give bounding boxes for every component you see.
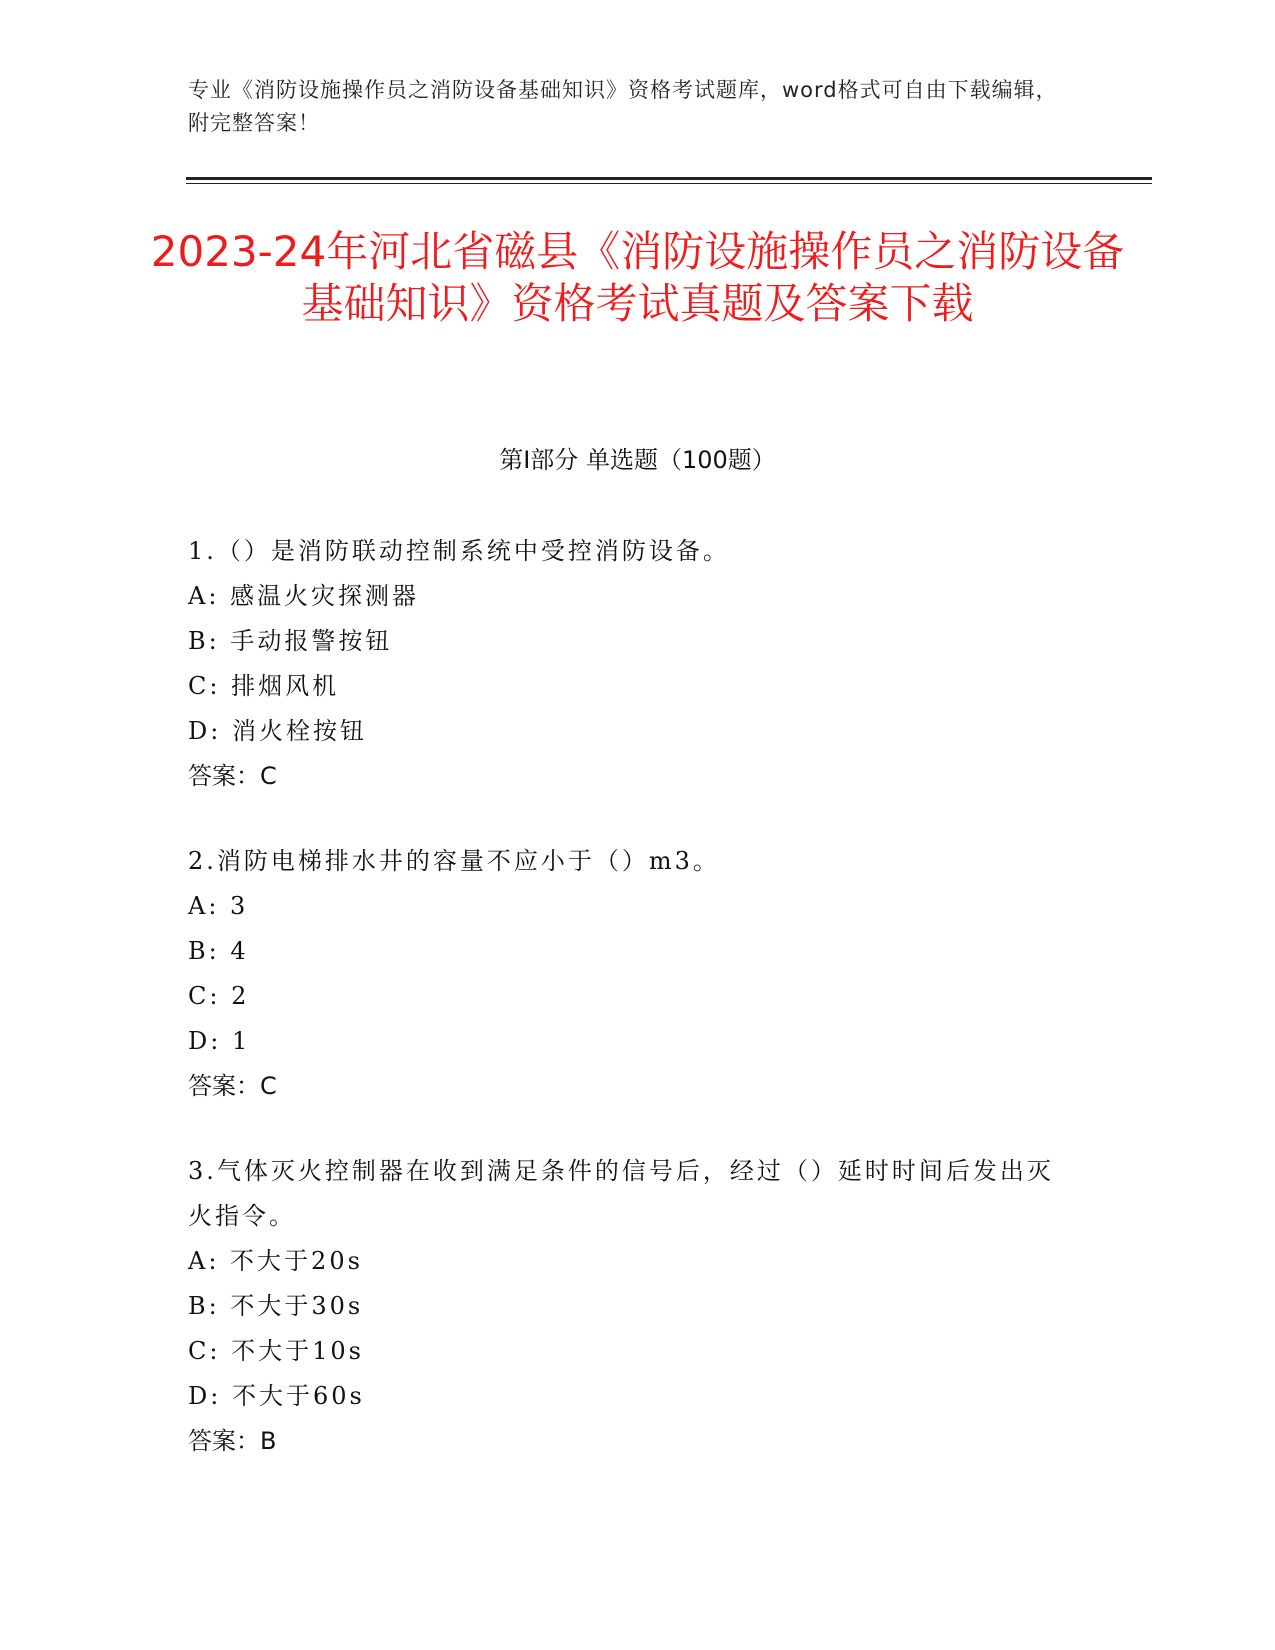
question-stem: 2.消防电梯排水井的容量不应小于（）m3。 [188,847,720,875]
answer-line: 答案：B [188,1427,277,1455]
option-a: A: 感温火灾探测器 [188,582,420,610]
question-stem: 1.（）是消防联动控制系统中受控消防设备。 [188,537,730,565]
document-title: 2023-24年河北省磁县《消防设施操作员之消防设备基础知识》资格考试真题及答案下载 [150,227,1125,328]
option-c: C: 排烟风机 [188,672,340,700]
option-c: C: 不大于10s [188,1337,364,1365]
section-heading: 第I部分 单选题（100题） [499,446,776,474]
header-note: 专业《消防设施操作员之消防设备基础知识》资格考试题库，word格式可自由下载编辑，附完整答案！ [188,78,1058,135]
option-d: D: 不大于60s [188,1382,365,1410]
option-b: B: 不大于30s [188,1292,364,1320]
question-list [188,529,1078,1504]
option-b: B: 手动报警按钮 [188,627,393,655]
question-item [188,839,1078,1109]
question-item [188,529,1078,799]
option-d: D: 1 [188,1027,251,1055]
option-d: D: 消火栓按钮 [188,717,367,745]
answer-line: 答案：C [188,1072,277,1100]
question-stem: 3.气体灭火控制器在收到满足条件的信号后，经过（）延时时间后发出灭火指令。 [188,1157,1054,1230]
option-b: B: 4 [188,937,249,965]
question-item [188,1149,1078,1464]
option-c: C: 2 [188,982,250,1010]
answer-line: 答案：C [188,762,277,790]
option-a: A: 不大于20s [188,1247,363,1275]
header-rule-thick [186,177,1152,180]
option-a: A: 3 [188,892,249,920]
header-rule-thin [186,183,1152,184]
